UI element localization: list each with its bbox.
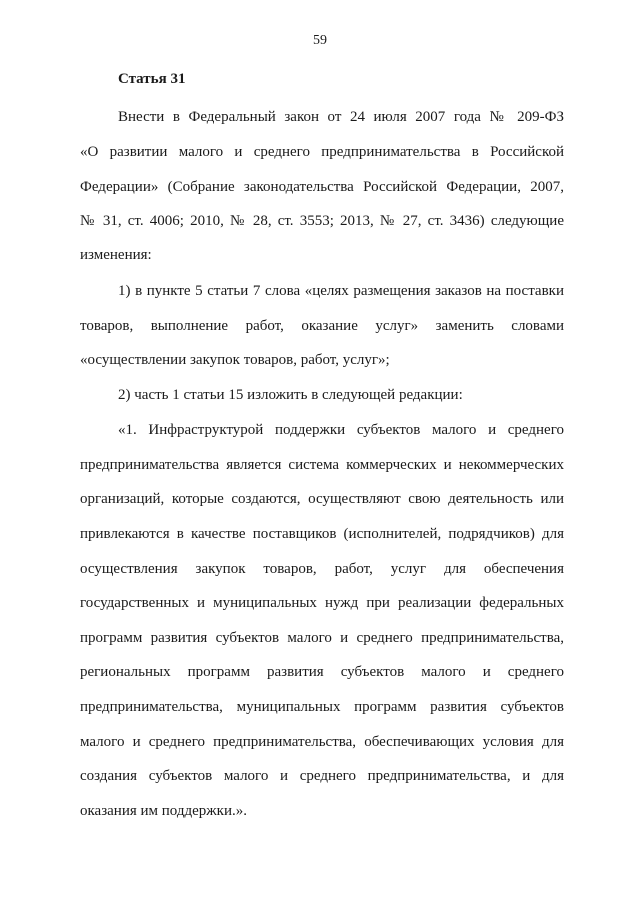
text-line: «осуществлении закупок товаров, работ, услуг»; xyxy=(80,352,390,368)
text-line: 1) в пункте 5 статьи 7 слова «целях размещения заказов на поставки xyxy=(118,283,564,299)
text-line: Внести в Федеральный закон от 24 июля 2007 года № 209-ФЗ xyxy=(118,109,564,125)
text-line: предпринимательства, муниципальных программ развития субъектов xyxy=(80,699,564,715)
text-line: изменения: xyxy=(80,247,152,263)
text-line: организаций, которые создаются, осуществляют свою деятельность или xyxy=(80,491,564,507)
text-line: «О развитии малого и среднего предпринимательства в Российской xyxy=(80,144,564,160)
text-line: создания субъектов малого и среднего предпринимательства, и для xyxy=(80,768,564,784)
text-line: программ развития субъектов малого и среднего предпринимательства, xyxy=(80,630,564,646)
page-number: 59 xyxy=(313,33,327,48)
article-heading: Статья 31 xyxy=(118,71,186,87)
text-line: «1. Инфраструктурой поддержки субъектов малого и среднего xyxy=(118,422,564,438)
text-line: региональных программ развития субъектов малого и среднего xyxy=(80,664,564,680)
text-line: привлекаются в качестве поставщиков (исполнителей, подрядчиков) для xyxy=(80,526,564,542)
text-line: 2) часть 1 статьи 15 изложить в следующей редакции: xyxy=(118,387,463,403)
text-line: государственных и муниципальных нужд при реализации федеральных xyxy=(80,595,564,611)
text-line: Федерации» (Собрание законодательства Российской Федерации, 2007, xyxy=(80,179,564,195)
text-line: оказания им поддержки.». xyxy=(80,803,247,819)
text-line: № 31, ст. 4006; 2010, № 28, ст. 3553; 2013, № 27, ст. 3436) следующие xyxy=(80,213,564,229)
text-line: товаров, выполнение работ, оказание услуг» заменить словами xyxy=(80,318,564,334)
text-line: малого и среднего предпринимательства, обеспечивающих условия для xyxy=(80,734,564,750)
text-line: предпринимательства является система коммерческих и некоммерческих xyxy=(80,457,564,473)
text-line: осуществления закупок товаров, работ, услуг для обеспечения xyxy=(80,561,564,577)
